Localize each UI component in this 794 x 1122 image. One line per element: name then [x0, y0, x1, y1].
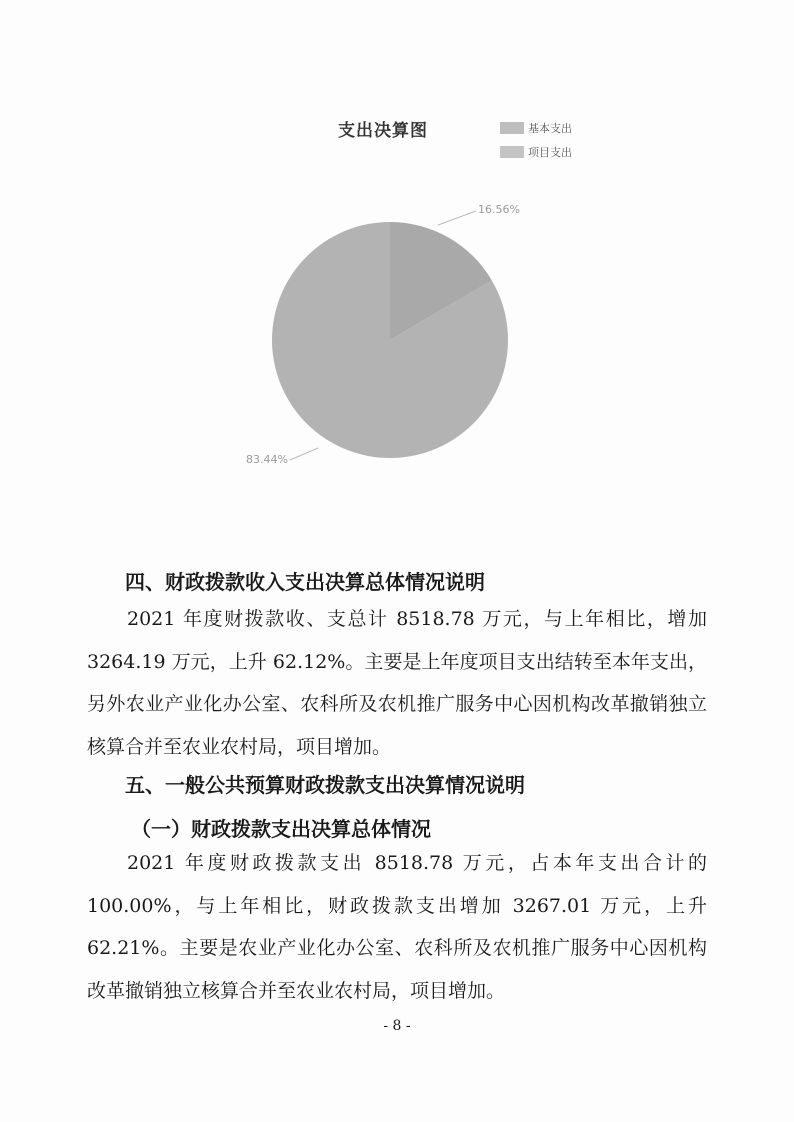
- pie-chart: [220, 180, 560, 480]
- legend-swatch-basic: [500, 122, 524, 134]
- section4-heading: 四、财政拨款收入支出决算总体情况说明: [125, 570, 485, 594]
- legend-item-basic: [500, 118, 572, 138]
- section5-subheading: （一）财政拨款支出决算总体情况: [131, 817, 431, 841]
- pie-leader-line-1: [290, 448, 318, 460]
- pie-label-project: 83.44%: [246, 453, 288, 466]
- chart-title: 支出决算图: [338, 121, 428, 141]
- section5-heading: 五、一般公共预算财政拨款支出决算情况说明: [125, 773, 525, 797]
- chart-legend: [500, 118, 572, 166]
- legend-label-basic: 基本支出: [528, 122, 572, 135]
- section4-paragraph: 2021 年度财拨款收、支总计 8518.78 万元，与上年相比，增加 3264.19 万元，上升 62.12%。主要是上年度项目支出结转至本年支出，另外农业产业化办公室、农科所及农机推广服务中心因机构改革撤销独立核算合并至农业农村局，项目增加。: [87, 608, 707, 758]
- legend-swatch-project: [500, 146, 524, 158]
- legend-label-project: 项目支出: [528, 146, 572, 159]
- page-number: - 8 -: [383, 1018, 411, 1034]
- legend-item-project: [500, 142, 572, 162]
- section5-paragraph: 2021 年度财政拨款支出 8518.78 万元，占本年支出合计的 100.00%，与上年相比，财政拨款支出增加 3267.01 万元，上升 62.21%。主要是农业产业化办公室、农科所及农机推广服务中心因机构改革撤销独立核算合并至农业农村局，项目增加。: [87, 852, 707, 1002]
- pie-leader-line-0: [438, 211, 476, 225]
- pie-label-basic: 16.56%: [478, 203, 520, 216]
